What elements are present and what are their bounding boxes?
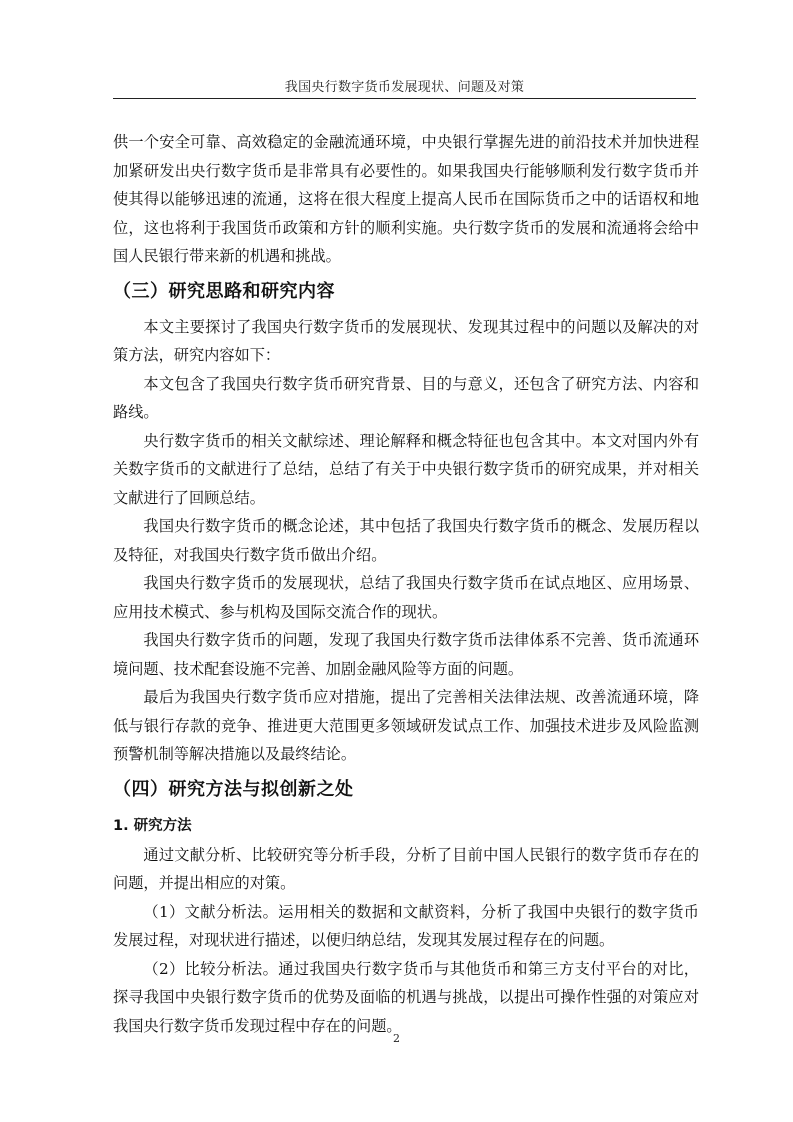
page-number: 2 bbox=[393, 1032, 400, 1045]
paragraph: 通过文献分析、比较研究等分析手段，分析了目前中国人民银行的数字货币存在的问题，并提出相应的对策。 bbox=[113, 845, 699, 892]
section-heading-4: （四）研究方法与拟创新之处 bbox=[113, 778, 354, 800]
paragraph: 我国央行数字货币的问题，发现了我国央行数字货币法律体系不完善、货币流通环境问题、技术配套设施不完善、加剧金融风险等方面的问题。 bbox=[113, 631, 699, 678]
paragraph: 最后为我国央行数字货币应对措施，提出了完善相关法律法规、改善流通环境，降低与银行存款的竞争、推进更大范围更多领域研发试点工作、加强技术进步及风险监测预警机制等解决措施以及最终结论。 bbox=[113, 688, 699, 763]
paragraph: （2）比较分析法。通过我国央行数字货币与其他货币和第三方支付平台的对比，探寻我国中央银行数字货币的优势及面临的机遇与挑战，以提出可操作性强的对策应对我国央行数字货币发现过程中存在的问题。 bbox=[113, 959, 699, 1035]
paragraph: 本文包含了我国央行数字货币研究背景、目的与意义，还包含了研究方法、内容和路线。 bbox=[113, 374, 699, 421]
section-heading-3: （三）研究思路和研究内容 bbox=[113, 280, 335, 302]
header-rule bbox=[113, 98, 696, 99]
paragraph-continuation: 供一个安全可靠、高效稳定的金融流通环境，中央银行掌握先进的前沿技术并加快进程加紧研发出央行数字货币是非常具有必要性的。如果我国央行能够顺利发行数字货币并使其得以能够迅速的流通，这将在很大程度上提高人民币在国际货币之中的话语权和地位，这也将利于我国货币政策和方针的顺利实施。央行数字货币的发展和流通将会给中国人民银行带来新的机遇和挑战。 bbox=[113, 133, 699, 265]
running-header: 我国央行数字货币发展现状、问题及对策 bbox=[284, 80, 525, 95]
subsection-heading: 1. 研究方法 bbox=[113, 817, 192, 834]
page-body bbox=[113, 128, 699, 1040]
paragraph: （1）文献分析法。运用相关的数据和文献资料，分析了我国中央银行的数字货币发展过程，对现状进行描述，以便归纳总结，发现其发展过程存在的问题。 bbox=[113, 902, 699, 949]
paragraph: 央行数字货币的相关文献综述、理论解释和概念特征也包含其中。本文对国内外有关数字货币的文献进行了总结，总结了有关于中央银行数字货币的研究成果，并对相关文献进行了回顾总结。 bbox=[113, 431, 699, 507]
paragraph: 本文主要探讨了我国央行数字货币的发展现状、发现其过程中的问题以及解决的对策方法，研究内容如下： bbox=[113, 317, 699, 364]
paragraph: 我国央行数字货币的发展现状，总结了我国央行数字货币在试点地区、应用场景、应用技术模式、参与机构及国际交流合作的现状。 bbox=[113, 574, 699, 621]
paragraph: 我国央行数字货币的概念论述，其中包括了我国央行数字货币的概念、发展历程以及特征，对我国央行数字货币做出介绍。 bbox=[113, 517, 699, 564]
